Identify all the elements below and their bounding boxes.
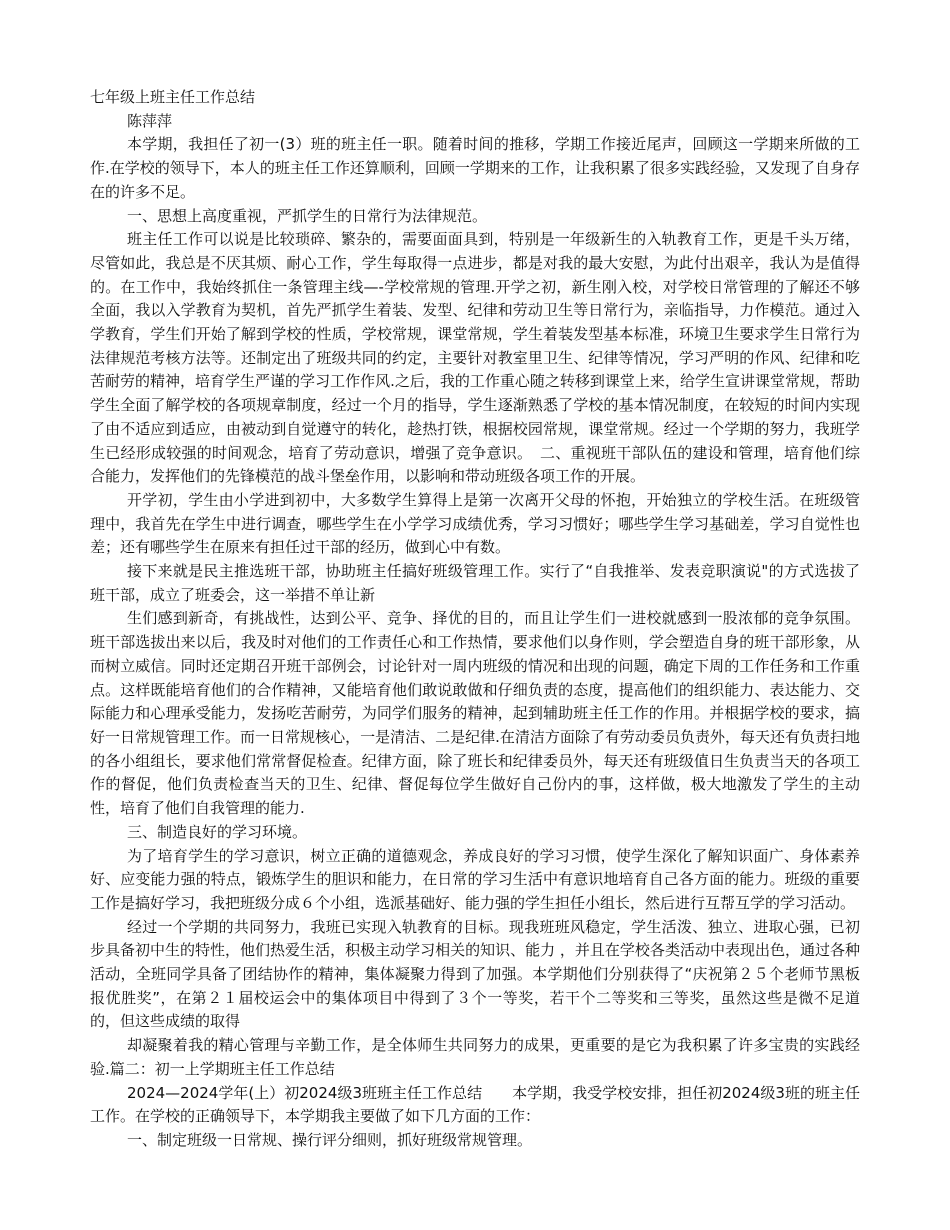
paragraph-achievements: 经过一个学期的共同努力，我班已实现入轨教育的目标。现我班班风稳定，学生活泼、独立、进取心强，已初步具备初中生的特性，他们热爱生活，积极主动学习相关的知识、能力 ，并且在学校各类活动中表现出色，通过各种活动，全班同学具备了团结协作的精神，集体凝聚力得到了加强。本学期他们分别获得了“庆祝第２５个老师节黑板报优胜奖”，在第２１届校运会中的集体项目中得到了３个一等奖，若干个二等奖和三等奖，虽然这些是微不足道的，但这些成绩的取得 (90, 917, 860, 1031)
document-author: 陈萍萍 (127, 111, 173, 130)
paragraph-learning-environment: 为了培育学生的学习意识，树立正确的道德观念，养成良好的学习习惯，使学生深化了解知识面广、身体素养好、应变能力强的特点，锻炼学生的胆识和能力，在日常的学习生活中有意识地培育自己各方面的能力。班级的重要工作是搞好学习，我把班级分成６个小组，选派基础好、能力强的学生担任小组长，然后进行互帮互学的学习活动。 (90, 846, 860, 912)
paragraph-part-two-intro: 2024—2024学年(上）初2024级3班班主任工作总结 本学期，我受学校安排，担任初2024级3班的班主任工作。在学校的正确领导下，本学期我主要做了如下几方面的工作： (90, 1083, 860, 1126)
heading-section-3: 三、制造良好的学习环境。 (127, 822, 308, 841)
paragraph-cadre-management: 生们感到新奇，有挑战性，达到公平、竞争、择优的目的，而且让学生们一进校就感到一股浓郁的竞争氛围。班干部选拔出来以后，我及时对他们的工作责任心和工作热情，要求他们以身作则，学会塑造自身的班干部形象，从而树立威信。同时还定期召开班干部例会，讨论针对一周内班级的情况和出现的问题，确定下周的工作任务和工作重点。这样既能培育他们的合作精神，又能培育他们敢说敢做和仔细负责的态度，提高他们的组织能力、表达能力、交际能力和心理承受能力，发扬吃苦耐劳，为同学们服务的精神，起到辅助班主任工作的作用。并根据学校的要求，搞好一日常规管理工作。而一日常规核心，一是清洁、二是纪律.在清洁方面除了有劳动委员负责外，每天还有负责扫地的各小组组长，要求他们常常督促检查。纪律方面，除了班长和纪律委员外，每天还有班级值日生负责当天的各项工作的督促，他们负责检查当天的卫生、纪律、督促每位学生做好自己份内的事，这样做，极大地激发了学生的主动性，培育了他们自我管理的能力. (90, 609, 860, 818)
document-title: 七年级上班主任工作总结 (90, 88, 256, 106)
paragraph-section-1-body: 班主任工作可以说是比较琐碎、繁杂的，需要面面具到，特别是一年级新生的入轨教育工作，更是千头万绪，尽管如此，我总是不厌其烦、耐心工作，学生每取得一点进步，都是对我的最大安慰，为此付出艰辛，我认为是值得的。在工作中，我始终抓住一条管理主线—-学校常规的管理.开学之初，新生刚入校，对学校日常管理的了解还不够全面，我以入学教育为契机，首先严抓学生着装、发型、纪律和劳动卫生等日常行为，亲临指导，力作模范。通过入学教育，学生们开始了解到学校的性质，学校常规，课堂常规，学生着装发型基本标准，环境卫生要求学生日常行为法律规范考核方法等。还制定出了班级共同的约定，主要针对教室里卫生、纪律等情况，学习严明的作风、纪律和吃苦耐劳的精神，培育学生严谨的学习工作作风.之后，我的工作重心随之转移到课堂上来，给学生宣讲课堂常规，帮助学生全面了解学校的各项规章制度，经过一个月的指导，学生逐渐熟悉了学校的基本情况制度，在较短的时间内实现了由不适应到适应，由被动到自觉遵守的转化，趁热打铁，根据校园常规，课堂常规。经过一个学期的努力，我班学生已经形成较强的时间观念，培育了劳动意识，增强了竞争意识。 二、重视班干部队伍的建设和管理，培育他们综合能力，发挥他们的先锋模范的战斗堡垒作用，以影响和带动班级各项工作的开展。 (90, 230, 860, 486)
heading-part-two-section-1: 一、制定班级一日常规、操行评分细则，抓好班级常规管理。 (127, 1130, 533, 1149)
paragraph-class-start: 开学初，学生由小学进到初中，大多数学生算得上是第一次离开父母的怀抱，开始独立的学校生活。在班级管理中，我首先在学生中进行调查，哪些学生在小学学习成绩优秀，学习习惯好；哪些学生学习基础差，学习自觉性也差；还有哪些学生在原来有担任过干部的经历，做到心中有数。 (90, 490, 860, 557)
paragraph-intro: 本学期，我担任了初一(3）班的班主任一职。随着时间的推移，学期工作接近尾声，回顾这一学期来所做的工作.在学校的领导下，本人的班主任工作还算顺利，回顾一学期来的工作，让我积累了很多实践经验，又发现了自身存在的许多不足。 (90, 135, 860, 201)
paragraph-cadre-election: 接下来就是民主推选班干部，协助班主任搞好班级管理工作。实行了“自我推举、发表竞职演说"的方式选拔了班干部，成立了班委会，这一举措不单让新 (90, 562, 860, 604)
document-page (90, 86, 860, 1153)
heading-section-1: 一、思想上高度重视，严抓学生的日常行为法律规范。 (127, 206, 488, 225)
paragraph-conclusion: 却凝聚着我的精心管理与辛勤工作，是全体师生共同努力的成果，更重要的是它为我积累了许多宝贵的实践经验.篇二：初一上学期班主任工作总结 (90, 1036, 860, 1078)
